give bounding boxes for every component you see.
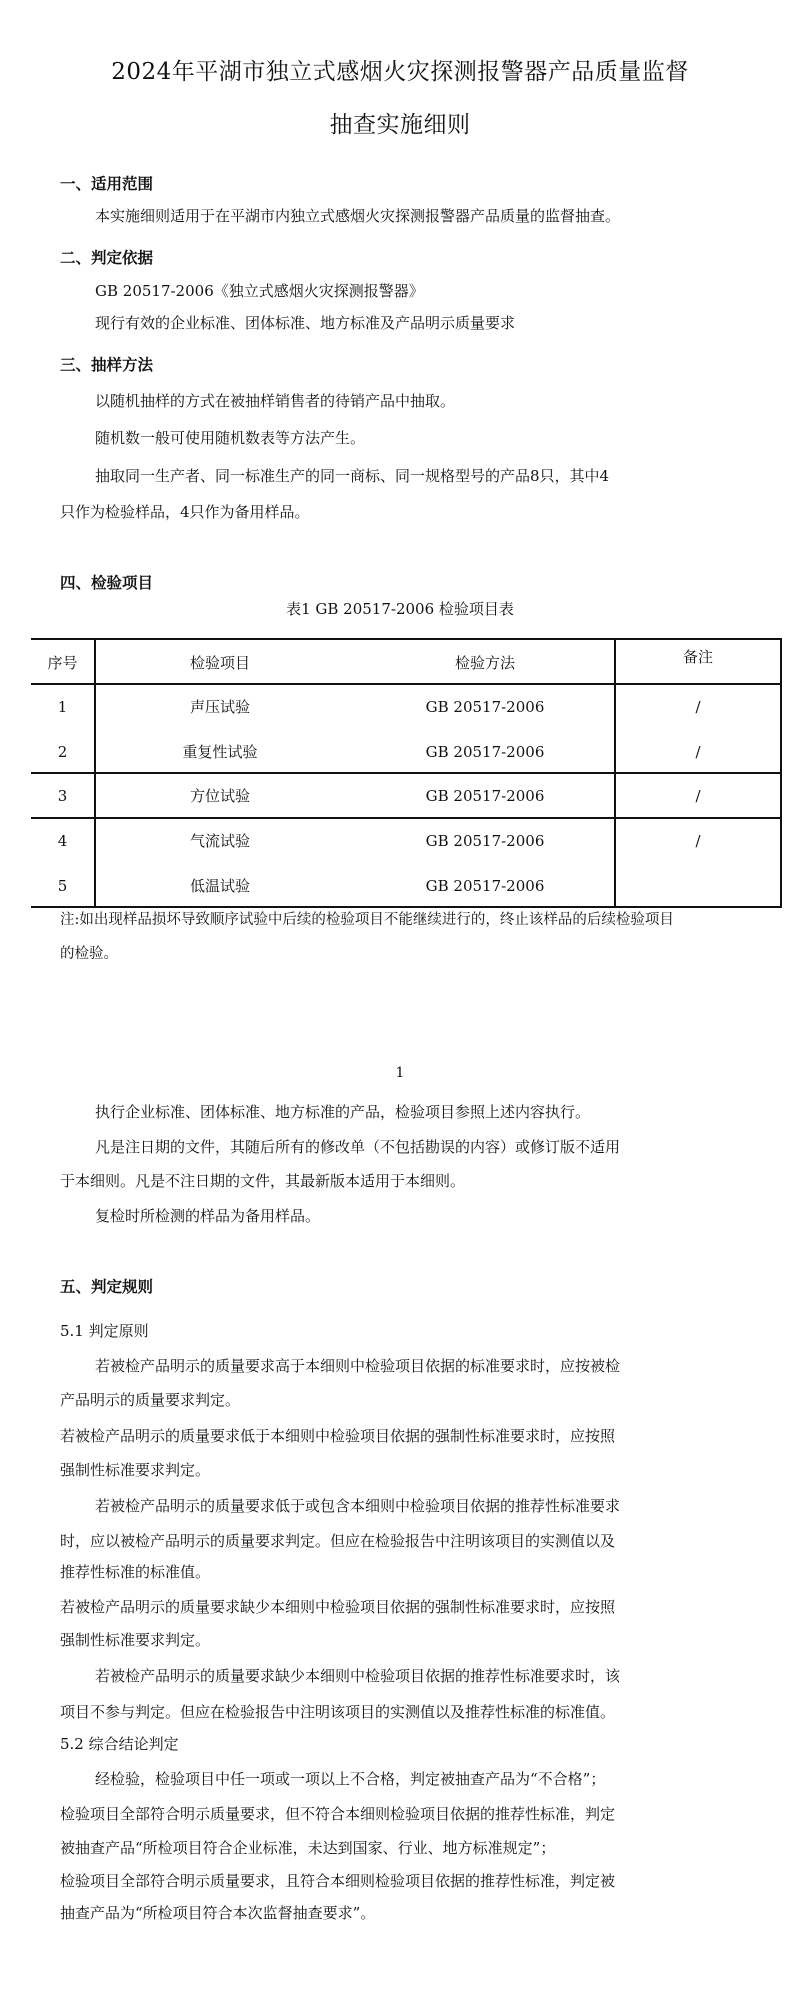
table-col-divider-2 — [614, 638, 616, 908]
conclusion-3-line-1: 检验项目全部符合明示质量要求，且符合本细则检验项目依据的推荐性标准，判定被 — [60, 1872, 616, 1890]
rule-3-line-1: 若被检产品明示的质量要求低于或包含本细则中检验项目依据的推荐性标准要求 — [95, 1497, 621, 1515]
rule-4-line-2: 强制性标准要求判定。 — [60, 1631, 211, 1649]
section-5-heading: 五、判定规则 — [60, 1277, 154, 1296]
rule-3-line-2: 时，应以被检产品明示的质量要求判定。但应在检验报告中注明该项目的实测值以及 — [60, 1532, 616, 1550]
conclusion-2-line-2: 被抽查产品“所检项目符合企业标准，未达到国家、行业、地方标准规定”； — [60, 1839, 556, 1857]
rule-2-line-2: 强制性标准要求判定。 — [60, 1461, 211, 1479]
row-index: 5 — [57, 877, 68, 895]
subsection-5-2-heading: 5.2 综合结论判定 — [60, 1735, 179, 1753]
rule-1-line-1: 若被检产品明示的质量要求高于本细则中检验项目依据的标准要求时，应按被检 — [95, 1357, 621, 1375]
row-item: 声压试验 — [189, 698, 250, 716]
conclusion-1: 经检验，检验项目中任一项或一项以上不合格，判定被抽查产品为“不合格”； — [95, 1770, 606, 1788]
rule-4-line-1: 若被检产品明示的质量要求缺少本细则中检验项目依据的强制性标准要求时，应按照 — [60, 1598, 616, 1616]
section-4-heading: 四、检验项目 — [60, 573, 154, 592]
section-1-body: 本实施细则适用于在平湖市内独立式感烟火灾探测报警器产品质量的监督抽查。 — [95, 207, 621, 225]
section-2-item-2: 现行有效的企业标准、团体标准、地方标准及产品明示质量要求 — [95, 314, 516, 332]
rule-5-line-1: 若被检产品明示的质量要求缺少本细则中检验项目依据的推荐性标准要求时，该 — [95, 1667, 621, 1685]
row-index: 2 — [57, 743, 68, 761]
table-note-line-1: 注:如出现样品损坏导致顺序试验中后续的检验项目不能继续进行的，终止该样品的后续检验项目 — [60, 912, 674, 928]
rule-5-line-2: 项目不参与判定。但应在检验报告中注明该项目的实测值以及推荐性标准的标准值。 — [60, 1703, 616, 1721]
row-remark: / — [695, 698, 701, 716]
continuation-paragraph-2-line-1: 凡是注日期的文件，其随后所有的修改单（不包括勘误的内容）或修订版不适用 — [95, 1138, 621, 1156]
rule-3-line-3: 推荐性标准的标准值。 — [60, 1563, 211, 1581]
continuation-paragraph-1: 执行企业标准、团体标准、地方标准的产品，检验项目参照上述内容执行。 — [95, 1103, 591, 1121]
table-border-right — [780, 638, 782, 908]
row-item: 气流试验 — [189, 832, 250, 850]
table-note-line-2: 的检验。 — [60, 946, 118, 962]
rule-2-line-1: 若被检产品明示的质量要求低于本细则中检验项目依据的强制性标准要求时，应按照 — [60, 1427, 616, 1445]
page-number: 1 — [395, 1065, 405, 1081]
section-3-paragraph-3-line-2: 只作为检验样品，4只作为备用样品。 — [60, 503, 310, 521]
continuation-paragraph-3: 复检时所检测的样品为备用样品。 — [95, 1207, 321, 1225]
table-rule-header — [31, 683, 782, 685]
table-col-divider-1 — [94, 638, 96, 908]
table-rule-bottom — [31, 906, 782, 908]
section-3-heading: 三、抽样方法 — [60, 355, 154, 374]
table-rule-row-2 — [31, 772, 782, 774]
row-method: GB 20517-2006 — [425, 832, 545, 850]
row-index: 4 — [57, 832, 68, 850]
section-1-heading: 一、适用范围 — [60, 174, 154, 193]
table-header-remark: 备注 — [682, 648, 713, 666]
section-2-heading: 二、判定依据 — [60, 248, 154, 267]
section-2-item-1: GB 20517-2006《独立式感烟火灾探测报警器》 — [95, 282, 424, 300]
row-remark: / — [695, 743, 701, 761]
table-rule-row-3 — [31, 817, 782, 819]
continuation-paragraph-2-line-2: 于本细则。凡是不注日期的文件，其最新版本适用于本细则。 — [60, 1172, 466, 1190]
section-3-paragraph-3-line-1: 抽取同一生产者、同一标准生产的同一商标、同一规格型号的产品8只，其中4 — [95, 467, 610, 485]
row-item: 低温试验 — [189, 877, 250, 895]
row-index: 1 — [57, 698, 68, 716]
document-title-line-2: 抽查实施细则 — [329, 112, 471, 138]
row-method: GB 20517-2006 — [425, 787, 545, 805]
table-header-method: 检验方法 — [454, 654, 515, 672]
subsection-5-1-heading: 5.1 判定原则 — [60, 1322, 149, 1340]
table-header-index: 序号 — [47, 654, 78, 672]
document-title-line-1: 2024年平湖市独立式感烟火灾探测报警器产品质量监督 — [111, 59, 689, 85]
row-method: GB 20517-2006 — [425, 743, 545, 761]
conclusion-2-line-1: 检验项目全部符合明示质量要求，但不符合本细则检验项目依据的推荐性标准，判定 — [60, 1805, 616, 1823]
row-remark: / — [695, 787, 701, 805]
row-remark: / — [695, 832, 701, 850]
rule-1-line-2: 产品明示的质量要求判定。 — [60, 1391, 241, 1409]
section-3-paragraph-2: 随机数一般可使用随机数表等方法产生。 — [95, 429, 366, 447]
row-method: GB 20517-2006 — [425, 698, 545, 716]
row-item: 方位试验 — [189, 787, 250, 805]
table-rule-top — [31, 638, 782, 640]
row-item: 重复性试验 — [182, 743, 258, 761]
conclusion-3-line-2: 抽查产品为“所检项目符合本次监督抽查要求”。 — [60, 1904, 376, 1922]
section-3-paragraph-1: 以随机抽样的方式在被抽样销售者的待销产品中抽取。 — [95, 392, 456, 410]
row-method: GB 20517-2006 — [425, 877, 545, 895]
table-caption: 表1 GB 20517-2006 检验项目表 — [286, 600, 514, 618]
row-index: 3 — [57, 787, 68, 805]
table-header-item: 检验项目 — [189, 654, 250, 672]
